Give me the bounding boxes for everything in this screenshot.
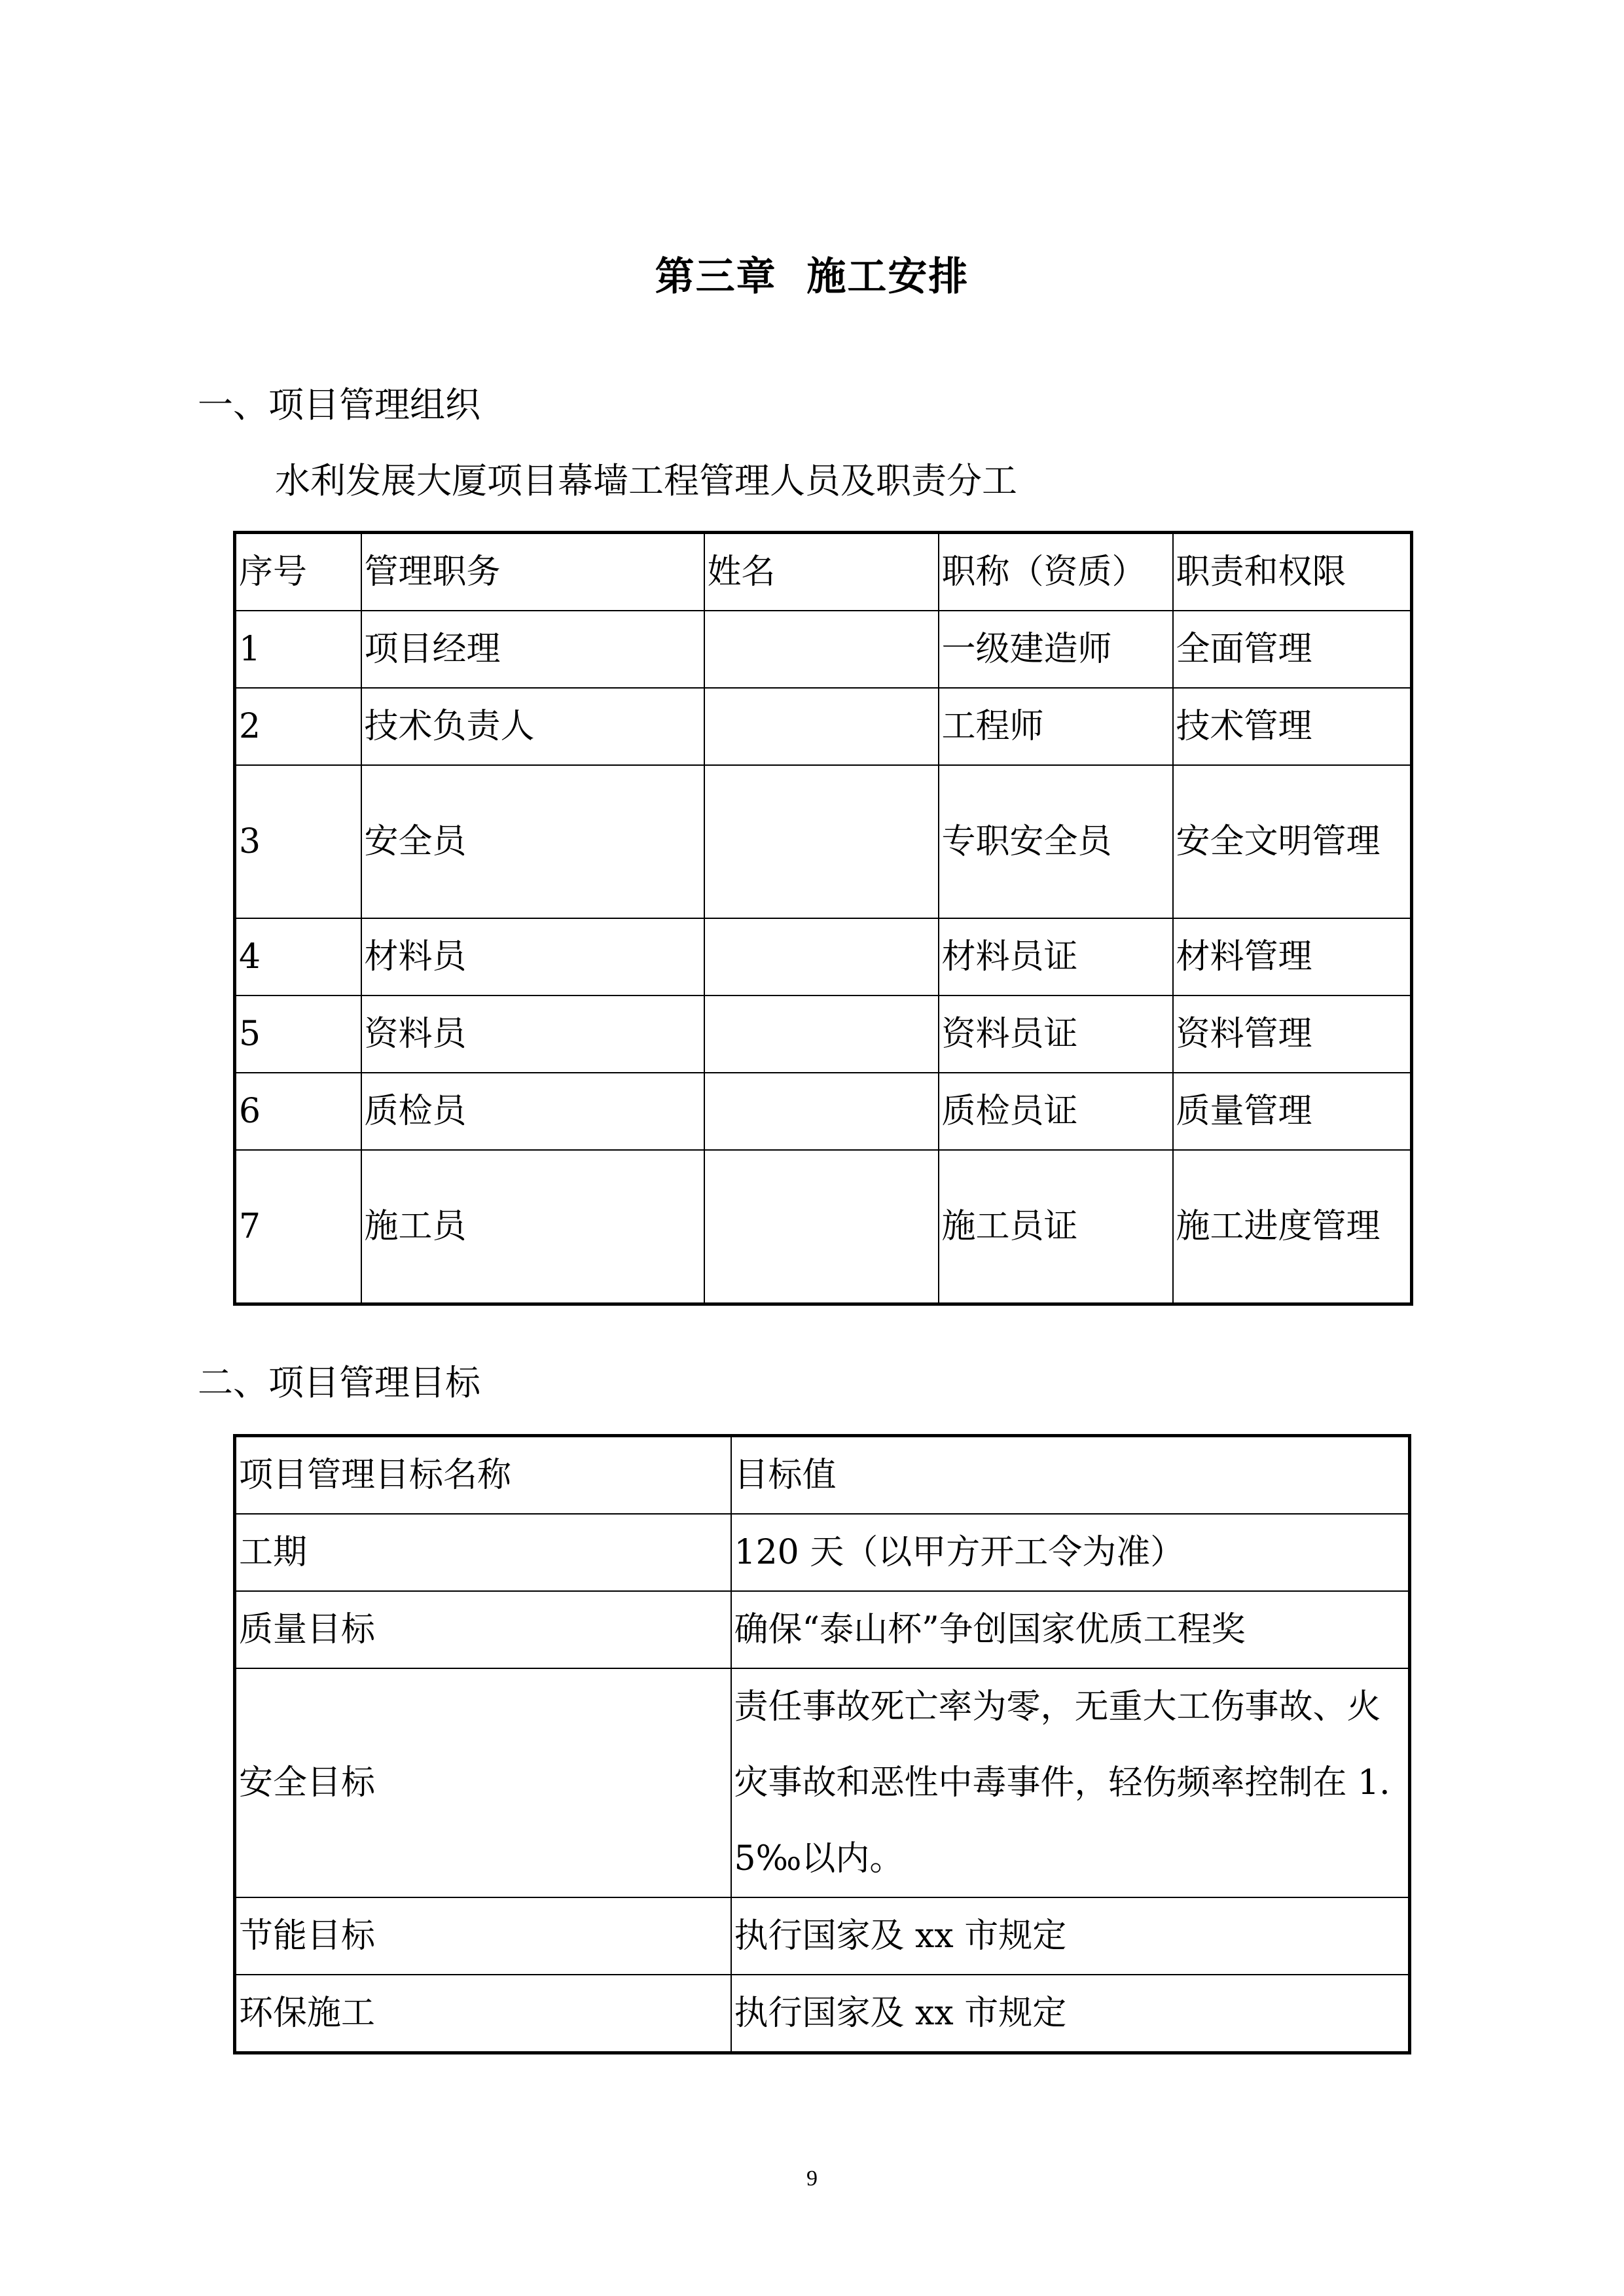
section-heading-organization: 一、项目管理组织	[198, 384, 480, 425]
table-row	[235, 1668, 1410, 1897]
cell-no: 7	[235, 1150, 361, 1304]
management-goals-table	[233, 1434, 1411, 2054]
table-header-row	[235, 1436, 1410, 1515]
cell-goal-value: 责任事故死亡率为零，无重大工伤事故、火灾事故和恶性中毒事件，轻伤频率控制在 1.5‰以内。	[731, 1668, 1410, 1897]
cell-position: 资料员	[361, 996, 704, 1073]
cell-name	[704, 1073, 939, 1150]
section-heading-goals: 二、项目管理目标	[198, 1362, 480, 1403]
cell-duty: 全面管理	[1173, 611, 1412, 688]
cell-position: 材料员	[361, 918, 704, 996]
cell-goal-name: 安全目标	[235, 1668, 731, 1897]
table-row	[235, 1975, 1410, 2053]
cell-no: 1	[235, 611, 361, 688]
cell-title: 材料员证	[939, 918, 1173, 996]
cell-goal-name: 质量目标	[235, 1591, 731, 1668]
header-cell-position: 管理职务	[361, 533, 704, 611]
cell-duty: 质量管理	[1173, 1073, 1412, 1150]
cell-no: 5	[235, 996, 361, 1073]
table-caption: 水利发展大厦项目幕墙工程管理人员及职责分工	[275, 460, 1017, 501]
table-header-row	[235, 533, 1412, 611]
table-row	[235, 1591, 1410, 1668]
cell-name	[704, 1150, 939, 1304]
cell-position: 项目经理	[361, 611, 704, 688]
cell-duty: 施工进度管理	[1173, 1150, 1412, 1304]
table-row	[235, 1073, 1412, 1150]
cell-no: 6	[235, 1073, 361, 1150]
cell-no: 3	[235, 765, 361, 918]
cell-title: 资料员证	[939, 996, 1173, 1073]
cell-name	[704, 996, 939, 1073]
cell-goal-name: 节能目标	[235, 1897, 731, 1975]
table-row	[235, 688, 1412, 765]
cell-title: 专职安全员	[939, 765, 1173, 918]
cell-position: 施工员	[361, 1150, 704, 1304]
cell-position: 质检员	[361, 1073, 704, 1150]
header-cell-no: 序号	[235, 533, 361, 611]
header-cell-title: 职称（资质）	[939, 533, 1173, 611]
table-row	[235, 996, 1412, 1073]
cell-duty: 安全文明管理	[1173, 765, 1412, 918]
cell-duty: 资料管理	[1173, 996, 1412, 1073]
table-row	[235, 1897, 1410, 1975]
cell-duty: 材料管理	[1173, 918, 1412, 996]
staff-responsibility-table	[233, 531, 1413, 1306]
cell-title: 质检员证	[939, 1073, 1173, 1150]
table-row	[235, 1514, 1410, 1591]
header-cell-goal-name: 项目管理目标名称	[235, 1436, 731, 1515]
cell-name	[704, 918, 939, 996]
cell-goal-name: 环保施工	[235, 1975, 731, 2053]
header-cell-goal-value: 目标值	[731, 1436, 1410, 1515]
table-row	[235, 765, 1412, 918]
cell-title: 施工员证	[939, 1150, 1173, 1304]
cell-duty: 技术管理	[1173, 688, 1412, 765]
cell-goal-value: 120 天（以甲方开工令为准）	[731, 1514, 1410, 1591]
cell-goal-value: 执行国家及 xx 市规定	[731, 1975, 1410, 2053]
cell-position: 安全员	[361, 765, 704, 918]
cell-goal-name: 工期	[235, 1514, 731, 1591]
header-cell-duty: 职责和权限	[1173, 533, 1412, 611]
cell-no: 2	[235, 688, 361, 765]
table-row	[235, 1150, 1412, 1304]
table-row	[235, 918, 1412, 996]
cell-name	[704, 765, 939, 918]
cell-title: 工程师	[939, 688, 1173, 765]
cell-no: 4	[235, 918, 361, 996]
header-cell-name: 姓名	[704, 533, 939, 611]
page-number: 9	[806, 2166, 818, 2191]
cell-title: 一级建造师	[939, 611, 1173, 688]
cell-goal-value: 确保“泰山杯”争创国家优质工程奖	[731, 1591, 1410, 1668]
chapter-title: 第三章 施工安排	[655, 254, 969, 300]
cell-name	[704, 611, 939, 688]
cell-position: 技术负责人	[361, 688, 704, 765]
cell-name	[704, 688, 939, 765]
cell-goal-value: 执行国家及 xx 市规定	[731, 1897, 1410, 1975]
table-row	[235, 611, 1412, 688]
